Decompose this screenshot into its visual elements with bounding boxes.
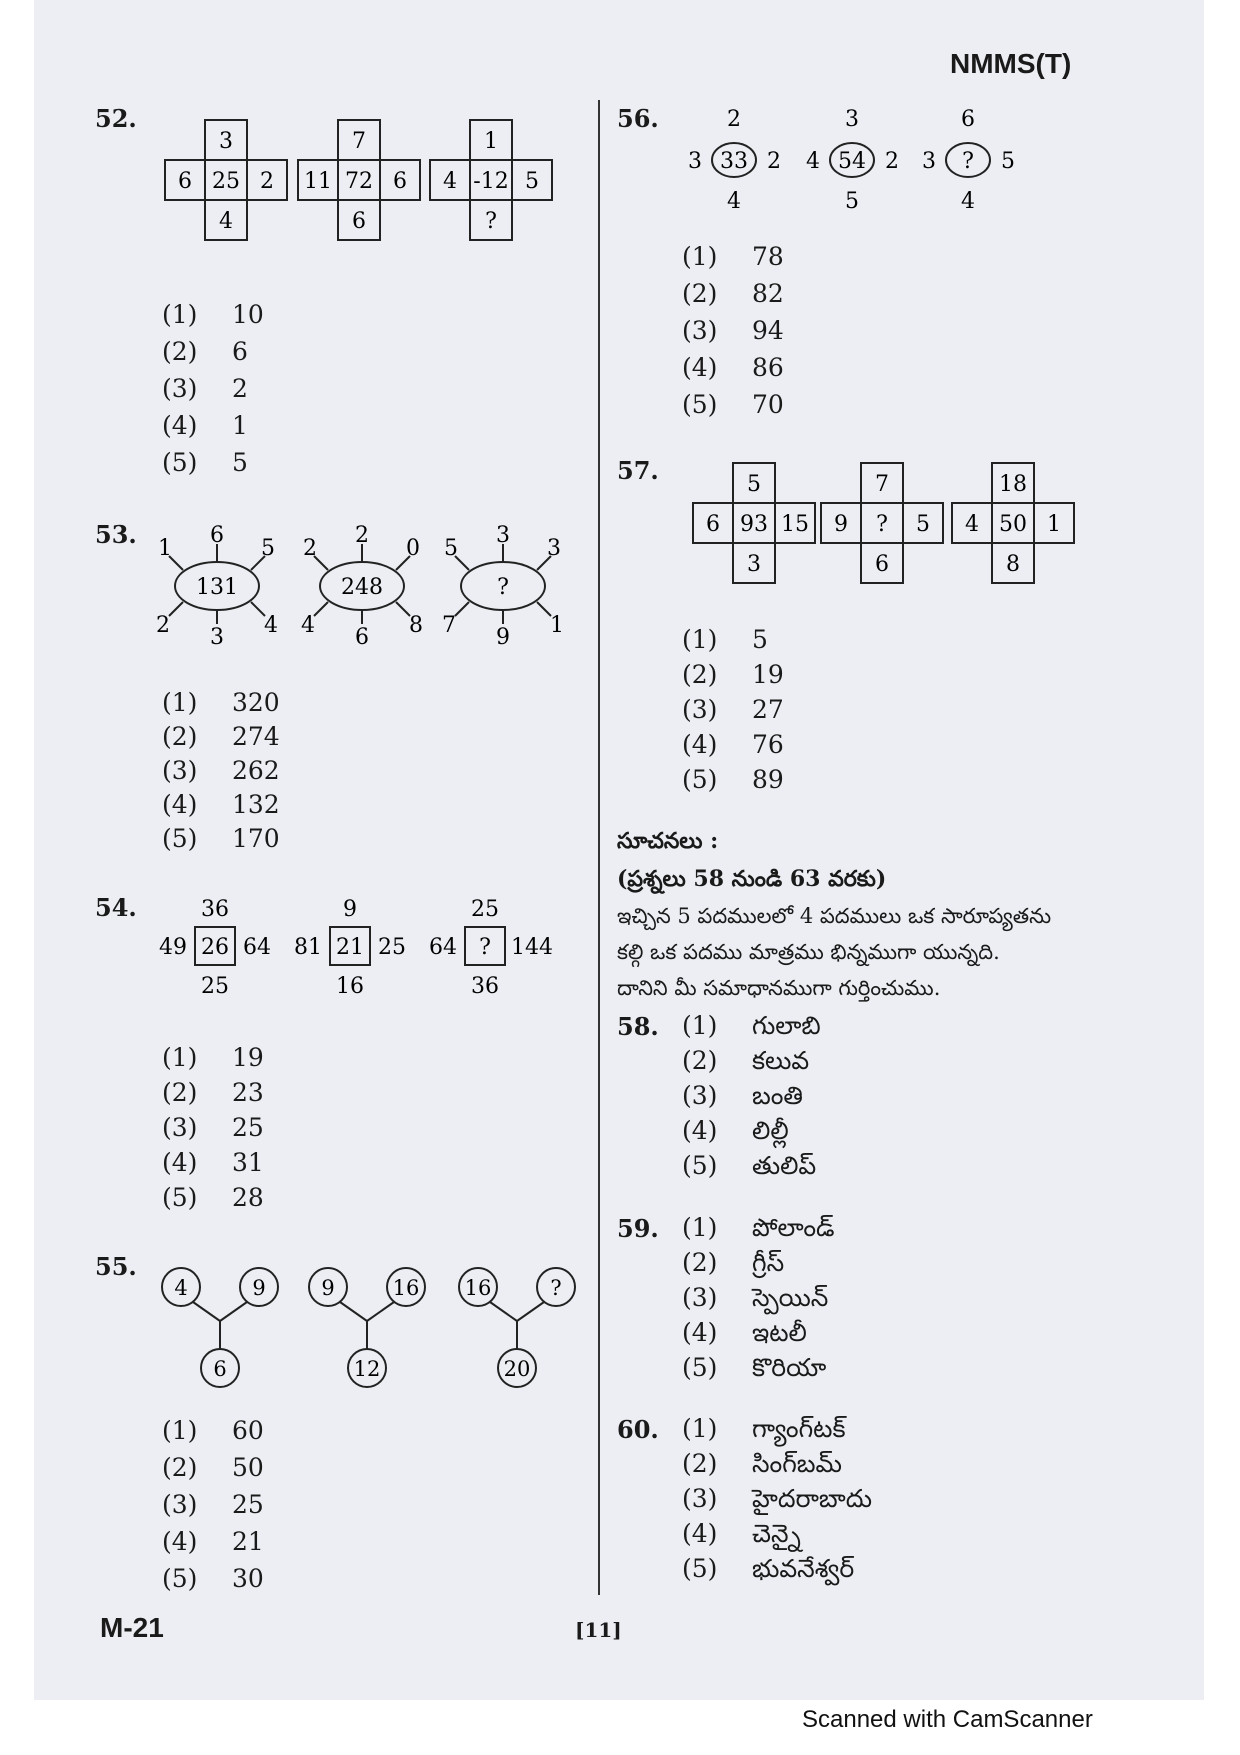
- option[interactable]: (2) కలువ: [682, 1046, 810, 1075]
- q57-figures: [688, 458, 1088, 598]
- option[interactable]: (4) లిల్లీ: [682, 1116, 789, 1145]
- q55-f3-a: 16: [464, 1276, 492, 1300]
- q57-f1-bottom: 3: [747, 552, 761, 577]
- q54-f2-left: 81: [294, 935, 322, 960]
- option[interactable]: (3) బంతి: [682, 1081, 803, 1110]
- q52-f2-bottom: 6: [352, 209, 366, 234]
- question-number-60: 60.: [617, 1415, 659, 1444]
- q52-f1-center: 25: [212, 169, 240, 194]
- q58-options: [682, 1008, 821, 1183]
- option[interactable]: (2) సింగ్‌బమ్: [682, 1449, 843, 1478]
- q57-f3-bottom: 8: [1006, 552, 1020, 577]
- option[interactable]: (1) 78: [682, 242, 784, 271]
- q55-f2-a: 9: [321, 1276, 335, 1300]
- q53-f3-bl: 7: [442, 613, 456, 638]
- option[interactable]: (3) హైదరాబాదు: [682, 1484, 873, 1513]
- q54-f3-left: 64: [429, 935, 457, 960]
- q56-f2-right: 2: [885, 149, 899, 174]
- option[interactable]: (2) 50: [162, 1453, 264, 1482]
- q55-options: [162, 1412, 264, 1597]
- q57-f1-left: 6: [706, 512, 720, 537]
- option[interactable]: (2) 82: [682, 279, 784, 308]
- option[interactable]: (4) 76: [682, 730, 784, 759]
- option[interactable]: (5) తులిప్: [682, 1151, 817, 1180]
- instructions-line-2: కల్గి ఒక పదము మాత్రము భిన్నముగా యున్నది.: [617, 940, 1000, 964]
- option[interactable]: (4) చెన్నై: [682, 1519, 801, 1548]
- q54-f3-center: ?: [479, 935, 491, 960]
- question-number-56: 56.: [617, 104, 659, 133]
- q55-f1-c: 6: [213, 1357, 227, 1381]
- question-number-59: 59.: [617, 1214, 659, 1243]
- q56-f1-top: 2: [727, 107, 741, 132]
- instructions-title: సూచనలు :: [617, 828, 719, 854]
- question-number-58: 58.: [617, 1012, 659, 1041]
- q52-f3-center: -12: [473, 169, 509, 194]
- q54-options: [162, 1040, 264, 1215]
- instructions-line-3: దానిని మీ సమాధానముగా గుర్తించుము.: [617, 976, 941, 1000]
- q56-fig-3: [922, 107, 1015, 214]
- page-code: M-21: [100, 1612, 164, 1643]
- option[interactable]: (1) 5: [682, 625, 768, 654]
- q57-cross-1: [693, 463, 815, 583]
- option[interactable]: (3) 27: [682, 695, 784, 724]
- q57-f2-bottom: 6: [875, 552, 889, 577]
- q56-f1-center: 33: [720, 149, 748, 174]
- option[interactable]: (2) 6: [162, 337, 248, 366]
- q56-f1-bottom: 4: [727, 189, 741, 214]
- option[interactable]: (5) భువనేశ్వర్: [682, 1554, 855, 1583]
- q57-f3-top: 18: [999, 472, 1027, 497]
- q53-f2-center: 248: [341, 575, 383, 600]
- q53-f2-bl: 4: [301, 613, 315, 638]
- q52-f3-left: 4: [443, 169, 457, 194]
- q60-options: [682, 1411, 872, 1586]
- q54-f2-center: 21: [336, 935, 364, 960]
- q53-f1-tr: 5: [261, 536, 275, 561]
- q52-f1-top: 3: [219, 129, 233, 154]
- option[interactable]: (1) గ్యాంగ్‌టక్: [682, 1414, 846, 1443]
- q57-f3-right: 1: [1047, 512, 1061, 537]
- q53-f3-center: ?: [497, 575, 509, 600]
- question-number-53: 53.: [95, 520, 137, 549]
- option[interactable]: (2) గ్రీస్: [682, 1248, 785, 1277]
- option[interactable]: (3) 94: [682, 316, 784, 345]
- scanned-with-camscanner: Scanned with CamScanner: [802, 1706, 1093, 1733]
- option[interactable]: (4) 31: [162, 1148, 264, 1177]
- column-divider: [598, 100, 600, 1595]
- q52-cross-1: [165, 120, 287, 240]
- q56-f3-bottom: 4: [961, 189, 975, 214]
- q52-f3-top: 1: [484, 129, 498, 154]
- q53-f1-t: 6: [210, 523, 224, 548]
- q54-f3-right: 144: [511, 935, 553, 960]
- q56-options: [682, 238, 784, 423]
- option[interactable]: (1) 320: [162, 688, 280, 717]
- q56-f2-center: 54: [838, 149, 866, 174]
- q56-f3-left: 3: [922, 149, 936, 174]
- q56-f2-top: 3: [845, 107, 859, 132]
- instructions-line-1: ఇచ్చిన 5 పదములలో 4 పదములు ఒక సారూప్యతను: [617, 904, 1052, 928]
- q56-fig-2: [806, 107, 899, 214]
- q53-f2-b: 6: [355, 625, 369, 650]
- q54-f2-top: 9: [343, 897, 357, 922]
- q55-f1-a: 4: [174, 1276, 188, 1300]
- q55-f1-b: 9: [252, 1276, 266, 1300]
- q52-options: [162, 296, 264, 481]
- q54-f1-right: 64: [243, 935, 271, 960]
- q53-f1-bl: 2: [156, 613, 170, 638]
- q56-f3-center: ?: [962, 149, 974, 174]
- q53-fig-1: [156, 523, 278, 650]
- q54-f2-right: 25: [378, 935, 406, 960]
- q53-f3-tl: 5: [444, 536, 458, 561]
- q52-cross-3: [430, 120, 552, 240]
- q56-f3-right: 5: [1001, 149, 1015, 174]
- q52-f2-left: 11: [304, 169, 332, 194]
- q52-f1-left: 6: [178, 169, 192, 194]
- q55-f3-b: ?: [550, 1276, 562, 1300]
- q53-f2-tl: 2: [303, 536, 317, 561]
- q54-f1-bottom: 25: [201, 974, 229, 999]
- q53-f1-tl: 1: [158, 536, 172, 561]
- q54-f1-center: 26: [201, 935, 229, 960]
- q53-f2-br: 8: [409, 613, 423, 638]
- q55-fig-2: [309, 1268, 425, 1387]
- q53-f1-center: 131: [196, 575, 238, 600]
- q52-f3-right: 5: [525, 169, 539, 194]
- option[interactable]: (4) 132: [162, 790, 280, 819]
- option[interactable]: (3) 25: [162, 1490, 264, 1519]
- q57-options: [682, 622, 784, 797]
- q55-fig-3: [459, 1268, 575, 1387]
- option[interactable]: (3) 25: [162, 1113, 264, 1142]
- page-number: [11]: [575, 1618, 622, 1642]
- q53-f3-b: 9: [496, 625, 510, 650]
- option[interactable]: (5) కొరియా: [682, 1353, 827, 1382]
- q52-cross-2: [298, 120, 420, 240]
- q57-cross-3: [952, 463, 1074, 583]
- question-number-55: 55.: [95, 1252, 137, 1281]
- q56-f2-bottom: 5: [845, 189, 859, 214]
- q54-f1-left: 49: [159, 935, 187, 960]
- option[interactable]: (1) 10: [162, 300, 264, 329]
- q57-f3-left: 4: [965, 512, 979, 537]
- question-number-52: 52.: [95, 104, 137, 133]
- instructions-range: (ప్రశ్నలు 58 నుండి 63 వరకు): [617, 866, 887, 892]
- option[interactable]: (4) 21: [162, 1527, 264, 1556]
- q56-fig-1: [688, 107, 781, 214]
- option[interactable]: (2) 274: [162, 722, 280, 751]
- q53-f3-tr: 3: [547, 536, 561, 561]
- q57-f2-top: 7: [875, 472, 889, 497]
- q56-f1-left: 3: [688, 149, 702, 174]
- q53-f1-b: 3: [210, 625, 224, 650]
- q55-f2-c: 12: [353, 1357, 381, 1381]
- q52-f2-center: 72: [345, 169, 373, 194]
- question-number-54: 54.: [95, 893, 137, 922]
- q53-figures: [155, 520, 575, 650]
- option[interactable]: (5) 89: [682, 765, 784, 794]
- q55-f2-b: 16: [392, 1276, 420, 1300]
- q54-f1-top: 36: [201, 897, 229, 922]
- q53-f3-t: 3: [496, 523, 510, 548]
- q52-f2-top: 7: [352, 129, 366, 154]
- q55-figures: [155, 1255, 585, 1395]
- q55-fig-1: [162, 1268, 278, 1387]
- q53-f3-br: 1: [550, 613, 564, 638]
- option[interactable]: (2) 23: [162, 1078, 264, 1107]
- q54-fig-1: [159, 897, 271, 999]
- q52-f1-right: 2: [260, 169, 274, 194]
- q57-cross-2: [821, 463, 943, 583]
- option[interactable]: (2) 19: [682, 660, 784, 689]
- q54-f3-top: 25: [471, 897, 499, 922]
- q57-f2-left: 9: [834, 512, 848, 537]
- option[interactable]: (5) 70: [682, 390, 784, 419]
- q57-f1-center: 93: [740, 512, 768, 537]
- q54-f2-bottom: 16: [336, 974, 364, 999]
- q52-f2-right: 6: [393, 169, 407, 194]
- q54-fig-3: [429, 897, 553, 999]
- option[interactable]: (1) 19: [162, 1043, 264, 1072]
- option[interactable]: (4) 86: [682, 353, 784, 382]
- q53-options: [162, 686, 280, 856]
- option[interactable]: (1) గులాబి: [682, 1011, 821, 1040]
- option[interactable]: (1) పోలాండ్: [682, 1213, 835, 1242]
- option[interactable]: (3) స్పెయిన్: [682, 1283, 829, 1312]
- q54-figures: [155, 890, 575, 1015]
- instructions: [617, 822, 1117, 1006]
- q54-f3-bottom: 36: [471, 974, 499, 999]
- q53-f2-t: 2: [355, 523, 369, 548]
- option[interactable]: (5) 170: [162, 824, 280, 853]
- option[interactable]: (3) 2: [162, 374, 248, 403]
- q53-f2-tr: 0: [406, 536, 420, 561]
- q59-options: [682, 1210, 835, 1385]
- q53-fig-3: [442, 523, 564, 650]
- q56-f1-right: 2: [767, 149, 781, 174]
- q56-f2-left: 4: [806, 149, 820, 174]
- option[interactable]: (4) 1: [162, 411, 248, 440]
- option[interactable]: (3) 262: [162, 756, 280, 785]
- q55-f3-c: 20: [503, 1357, 531, 1381]
- paper-code: NMMS(T): [950, 48, 1072, 79]
- q57-f2-right: 5: [916, 512, 930, 537]
- q57-f3-center: 50: [999, 512, 1027, 537]
- q57-f1-right: 15: [781, 512, 809, 537]
- q53-f1-br: 4: [264, 613, 278, 638]
- q53-fig-2: [301, 523, 423, 650]
- option[interactable]: (1) 60: [162, 1416, 264, 1445]
- q56-f3-top: 6: [961, 107, 975, 132]
- q52-figures: [160, 115, 560, 250]
- q52-f3-bottom: ?: [485, 209, 497, 234]
- q52-f1-bottom: 4: [219, 209, 233, 234]
- q57-f1-top: 5: [747, 472, 761, 497]
- q56-figures: [680, 104, 1040, 219]
- option[interactable]: (5) 28: [162, 1183, 264, 1212]
- q57-f2-center: ?: [876, 512, 888, 537]
- option[interactable]: (5) 30: [162, 1564, 264, 1593]
- q54-fig-2: [294, 897, 406, 999]
- option[interactable]: (5) 5: [162, 448, 248, 477]
- question-number-57: 57.: [617, 456, 659, 485]
- option[interactable]: (4) ఇటలీ: [682, 1318, 807, 1347]
